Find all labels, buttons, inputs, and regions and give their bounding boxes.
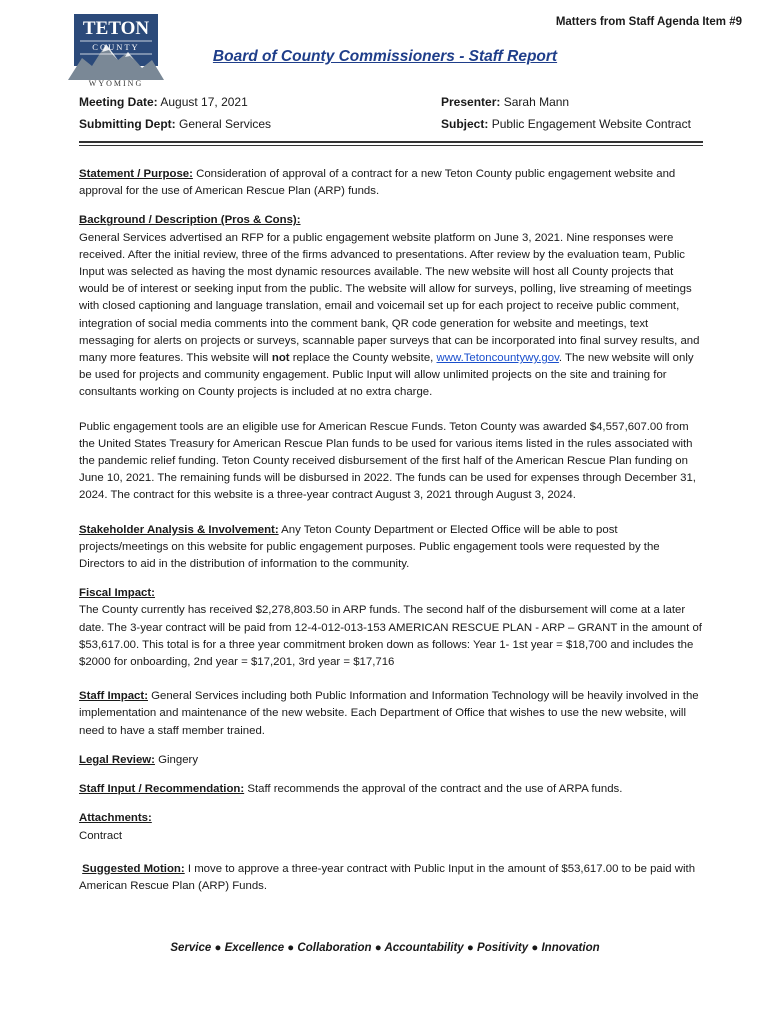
presenter: Presenter: Sarah Mann	[441, 95, 570, 109]
logo-text-county: COUNTY	[92, 42, 140, 52]
county-website-link[interactable]: www.Tetoncountywy.gov	[436, 352, 559, 365]
legal-section: Legal Review: Gingery	[79, 753, 199, 766]
statement-heading: Statement / Purpose:	[79, 168, 193, 180]
motion-heading: Suggested Motion:	[82, 862, 185, 875]
staff-impact-section: Staff Impact: General Services including both Public Information and Information Technology will be heavily involved in the implementation and maintenance of the new website. Each Department of Office that wishes to use the new website, will need to have a staff member trained.	[79, 690, 699, 737]
report-title: Board of County Commissioners - Staff Report	[212, 48, 558, 65]
logo-text-teton: TETON	[82, 18, 150, 39]
agenda-item-label: Matters from Staff Agenda Item #9	[555, 16, 742, 28]
motion-section: Suggested Motion: I move to approve a three-year contract with Public Input in the amount of $53,617.00 to be paid with American Rescue Plan (ARP) Funds.	[79, 862, 696, 892]
statement-text: Consideration of approval of a contract for a new Teton County public engagement website and approval for the use of American Rescue Plan (ARP) funds.	[79, 168, 676, 198]
logo-text-wyoming: WYOMING	[88, 79, 144, 88]
values-footer: Service ● Excellence ● Collaboration ● Accountability ● Positivity ● Innovation	[170, 942, 600, 954]
background-section: Background / Description (Pros & Cons): General Services advertised an RFP for a public engagement website platform on June 3, 2021. Nine responses were received. After the initial review, three of the firms advanced to presentations. After review by the evaluation team, Public Input was selected as having the most dynamic resources available. The new website will host all County projects that would be of interest or seeking input from the public. The website will allow for surveys, polling, live streaming of meetings with closed captioning and language translation, email and voicemail set up for each project to receive public comment, integration of social media comments into the comment bank, QR code generation for website and meetings, text messaging for alerts on projects or surveys, scannable paper surveys that can be incorporated into final survey results, and many more features. This website will not replace the County website, www.Tetoncountywy.gov. The new website will only be used for projects and community engagement. Public Input will allow unlimited projects on the site and training for consultants working on County projects is included at no extra charge.	[79, 214, 700, 399]
report-body	[79, 166, 703, 907]
attachments-section: Attachments: Contract	[79, 812, 152, 842]
staff-impact-heading: Staff Impact:	[79, 690, 148, 703]
legal-heading: Legal Review:	[79, 753, 155, 766]
submitting-dept: Submitting Dept: General Services	[79, 117, 272, 131]
stakeholder-section: Stakeholder Analysis & Involvement: Any Teton County Department or Elected Office will be able to post projects/meetings on this website for public engagement purposes. Public engagement tools were requested by the Directors to aid in the distribution of information to the community.	[79, 523, 660, 571]
fiscal-section: Fiscal Impact: The County currently has received $2,278,803.50 in ARP funds. The second half of the disbursement will come at a later date. The 3-year contract will be paid from 12-4-012-013-153 AMERICAN RESCUE PLAN - ARP – GRANT in the amount of $53,617.00. This total is for a three year commitment broken down as follows: Year 1- 1st year = $18,700 and includes the $2000 for onboarding, 2nd year = $17,201, 3rd year = $17,716	[79, 587, 702, 669]
attachments-heading: Attachments:	[79, 812, 152, 825]
header-divider-thin	[79, 145, 703, 146]
not-emphasis: not	[271, 352, 290, 365]
statement-section	[79, 166, 703, 200]
subject: Subject: Public Engagement Website Contract	[441, 117, 691, 131]
header-divider	[79, 141, 703, 143]
arp-paragraph: Public engagement tools are an eligible use for American Rescue Funds. Teton County was awarded $4,557,607.00 from the United States Treasury for American Rescue Plan funds to be used for various items listed in the rules associated with the pandemic relief funding. Teton County received disbursement of the first half of the American Rescue Plan funding on June 10, 2021. The remaining funds will be disbursed in 2022. The funds can be used for expenses through December 31, 2024. The contract for this website is a three-year contract August 3, 2021 through August 3, 2024.	[79, 420, 696, 502]
stakeholder-heading: Stakeholder Analysis & Involvement:	[79, 523, 279, 536]
recommendation-section: Staff Input / Recommendation: Staff recommends the approval of the contract and the use of ARPA funds.	[79, 783, 623, 796]
background-heading: Background / Description (Pros & Cons):	[79, 214, 301, 227]
fiscal-heading: Fiscal Impact:	[79, 587, 155, 600]
recommendation-heading: Staff Input / Recommendation:	[79, 783, 245, 796]
meeting-date: Meeting Date: August 17, 2021	[79, 95, 248, 109]
